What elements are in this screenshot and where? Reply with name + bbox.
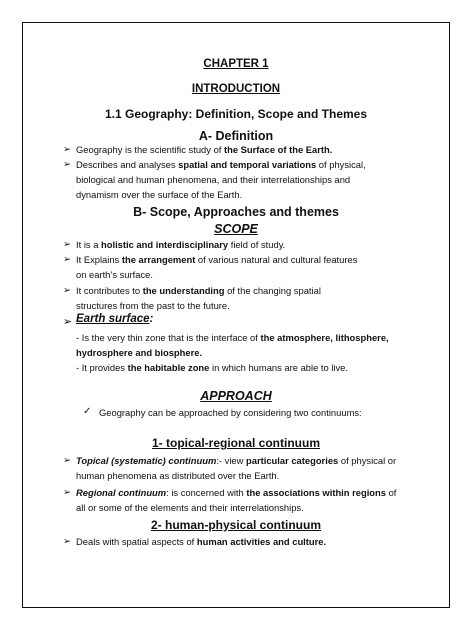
regional-bullet: Regional continuum: is concerned with the associations within regions of xyxy=(76,487,397,498)
arrow-bullet-icon: ➢ xyxy=(63,254,72,265)
scope-bullet-3-line-2: structures from the past to the future. xyxy=(76,300,230,311)
scope-bullet-2: It Explains the arrangement of various natural and cultural features xyxy=(76,254,358,265)
human-physical-bullet: Deals with spatial aspects of human activities and culture. xyxy=(76,536,327,547)
arrow-bullet-icon: ➢ xyxy=(63,455,72,466)
topical-regional-heading: 1- topical-regional continuum xyxy=(151,436,320,450)
scope-heading: SCOPE xyxy=(214,222,258,236)
arrow-bullet-icon: ➢ xyxy=(63,536,72,547)
arrow-bullet-icon: ➢ xyxy=(63,159,72,170)
arrow-bullet-icon: ➢ xyxy=(63,487,72,498)
arrow-bullet-icon: ➢ xyxy=(63,316,73,328)
scope-approaches-heading: B- Scope, Approaches and themes xyxy=(133,205,339,219)
regional-bullet-line-2: all or some of the elements and their interrelationships. xyxy=(76,502,304,513)
definition-bullet-1: Geography is the scientific study of the Surface of the Earth. xyxy=(76,144,333,155)
human-physical-heading: 2- human-physical continuum xyxy=(150,518,321,532)
definition-heading: A- Definition xyxy=(198,129,274,143)
earth-surface-line-2: hydrosphere and biosphere. xyxy=(76,347,203,358)
earth-surface-line-3: - It provides the habitable zone in which humans are able to live. xyxy=(76,362,348,373)
approach-heading: APPROACH xyxy=(200,389,272,403)
definition-bullet-2-line-2: biological and human phenomena, and their interrelationships and xyxy=(76,174,351,185)
scope-bullet-2-line-2: on earth’s surface. xyxy=(76,269,153,280)
arrow-bullet-icon: ➢ xyxy=(63,239,72,250)
document-page xyxy=(22,22,450,608)
definition-bullet-2: Describes and analyses spatial and temporal variations of physical, xyxy=(76,159,366,170)
arrow-bullet-icon: ➢ xyxy=(63,144,72,155)
checkmark-icon: ✓ xyxy=(83,406,92,417)
section-title: 1.1 Geography: Definition, Scope and Themes xyxy=(104,107,368,121)
scope-bullet-3: It contributes to the understanding of the changing spatial xyxy=(76,285,321,296)
arrow-bullet-icon: ➢ xyxy=(63,285,72,296)
approach-check-item: Geography can be approached by considering two continuums: xyxy=(99,407,362,418)
earth-surface-line-1: - Is the very thin zone that is the interface of the atmosphere, lithosphere, xyxy=(76,332,389,343)
scope-bullet-1: It is a holistic and interdisciplinary field of study. xyxy=(76,239,286,250)
topical-bullet-line-2: human phenomena as distributed over the Earth. xyxy=(76,470,280,481)
introduction-title: INTRODUCTION xyxy=(191,83,281,95)
topical-bullet: Topical (systematic) continuum:- view particular categories of physical or xyxy=(76,455,397,466)
definition-bullet-2-line-3: dynamism over the surface of the Earth. xyxy=(76,189,243,200)
chapter-title: CHAPTER 1 xyxy=(203,58,269,70)
earth-surface-heading: Earth surface: xyxy=(76,313,154,325)
